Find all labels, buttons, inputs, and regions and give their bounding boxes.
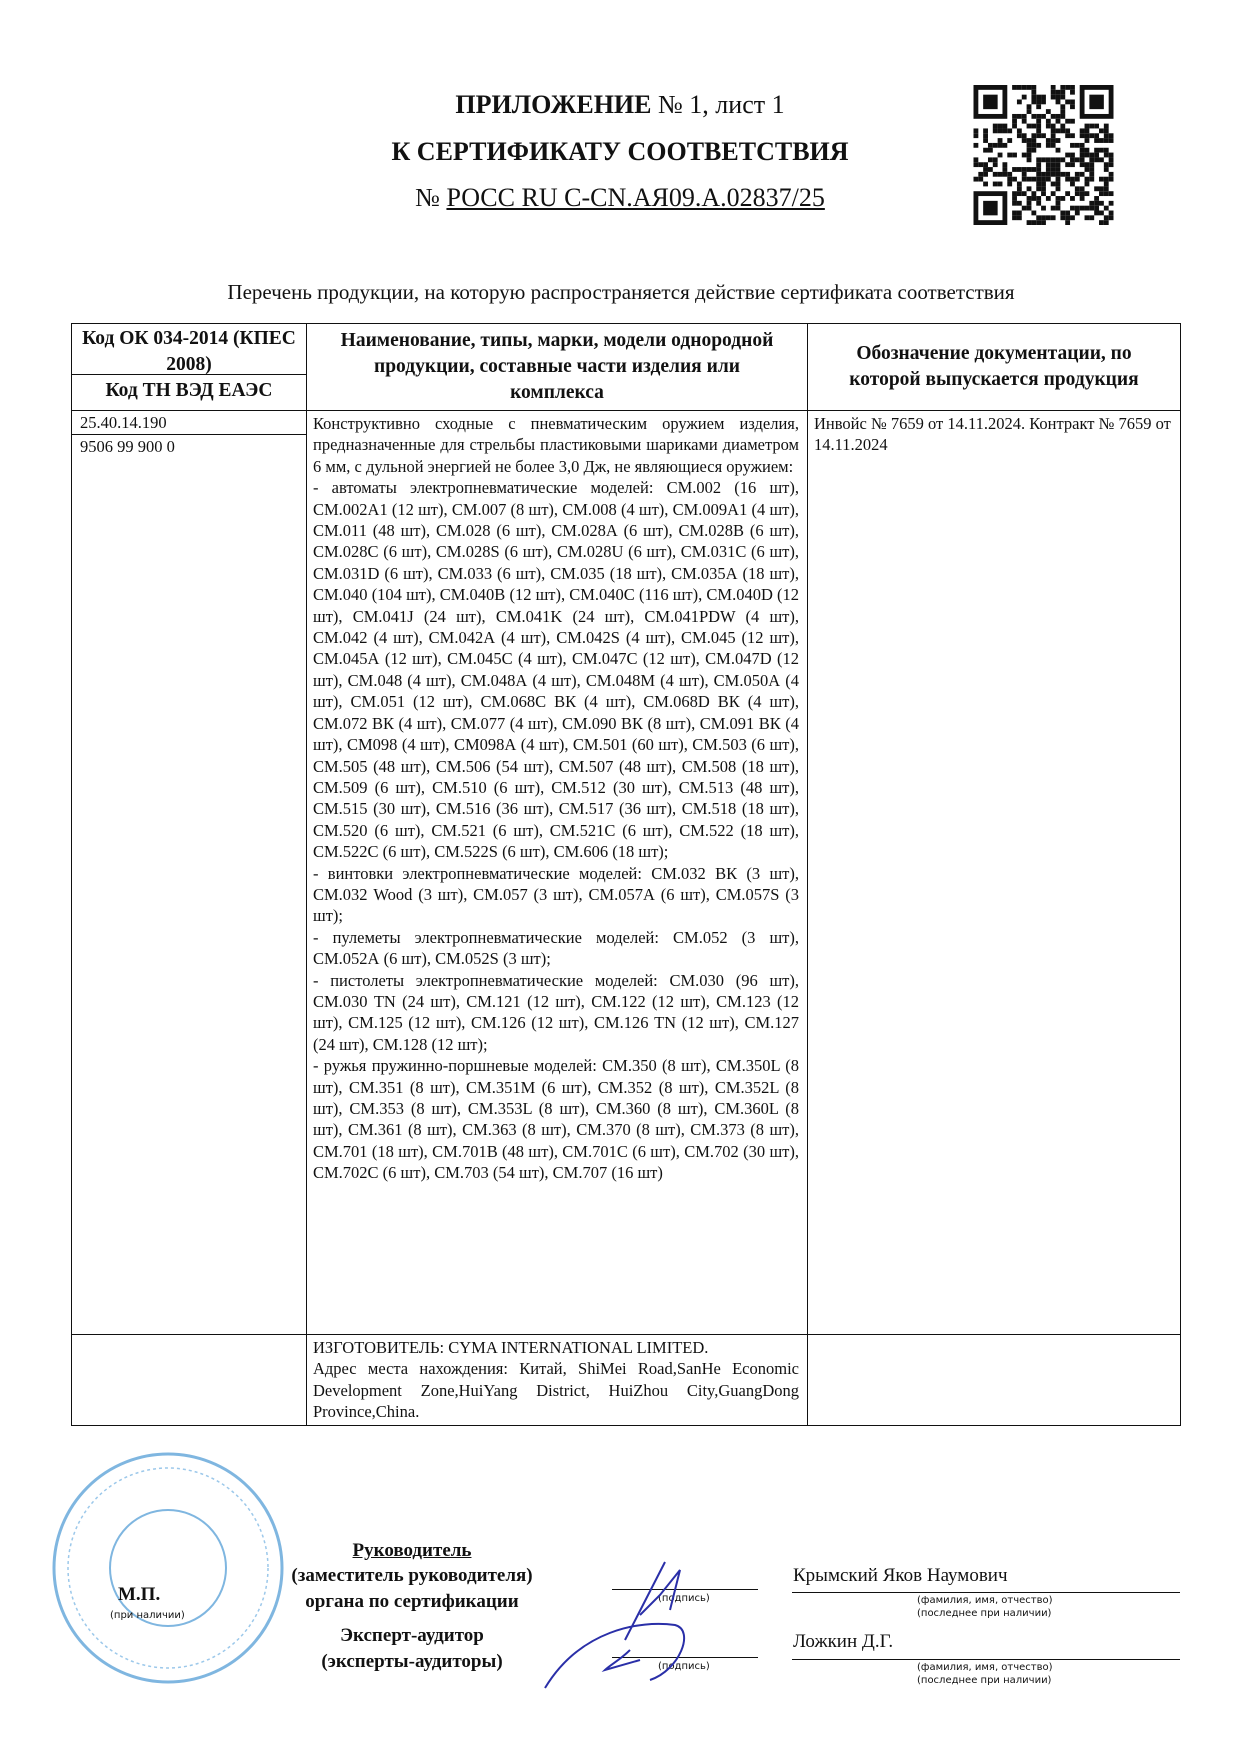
signature-caption: (подпись) [658,1661,710,1672]
signature-caption: (подпись) [658,1593,710,1604]
description-intro: Конструктивно сходные с пневматическим оружием изделия, предназначенные для стрельбы пластиковыми шариками диаметром 6 мм, с дульной энергией не более 3,0 Дж, не являющиеся оружием: [313,414,799,476]
head-organ: органа по сертификации [305,1591,519,1612]
head-title: Руководитель [352,1540,472,1561]
header-okpd-code: Код ОК 034-2014 (КПЕС 2008) [72,324,306,375]
manufacturer: ИЗГОТОВИТЕЛЬ: CYMA INTERNATIONAL LIMITED. [313,1338,709,1357]
expert-subtitle: (эксперты-аудиторы) [321,1651,503,1672]
stamp-label: М.П. [118,1584,161,1605]
appendix-title: ПРИЛОЖЕНИЕ № 1, лист 1 [455,90,785,119]
expert-name: Ложкин Д.Г. [793,1631,894,1652]
table-row-manufacturer [72,1335,1181,1426]
category-rifles: - винтовки электропневматические моделей: СМ.032 ВК (3 шт), СМ.032 Wood (3 шт), СМ.057 (3 шт), СМ.057А (6 шт), СМ.057S (3 шт); [313,863,799,926]
head-name: Крымский Яков Наумович [793,1565,1008,1586]
name-caption: (фамилия, имя, отчество) (последнее при наличии) [917,1595,1053,1619]
tnved-code: 9506 99 900 0 [80,437,175,456]
category-pistols: - пистолеты электропневматические моделей: СМ.030 (96 шт), СМ.030 TN (24 шт), СМ.121 (12 шт), СМ.122 (12 шт), СМ.123 (12 шт), СМ.125 (12 шт), СМ.126 (12 шт), СМ.126 TN (12 шт), СМ.127 (24 шт), СМ.128 (12 шт); [313,970,799,1054]
head-subtitle: (заместитель руководителя) [291,1565,533,1586]
category-spring-guns: - ружья пружинно-поршневые моделей: СМ.350 (8 шт), СМ.350L (8 шт), СМ.351 (8 шт), СМ.351М (6 шт), СМ.352 (8 шт), СМ.352L (8 шт), СМ.353 (8 шт), СМ.353L (8 шт), СМ.360 (8 шт), СМ.360L (8 шт), СМ.361 (8 шт), СМ.363 (8 шт), СМ.370 (8 шт), СМ.373 (8 шт), СМ.701 (18 шт), СМ.701В (48 шт), СМ.701С (6 шт), СМ.702 (30 шт), СМ.702С (6 шт), СМ.703 (54 шт), СМ.707 (16 шт) [313,1056,799,1183]
certification-stamp-icon [48,1448,288,1688]
certificate-heading: К СЕРТИФИКАТУ СООТВЕТСТВИЯ [391,137,849,166]
certificate-number: № РОСС RU С-CN.АЯ09.А.02837/25 [415,183,825,212]
category-automatic-rifles: - автоматы электропневматические моделей: СМ.002 (16 шт), СМ.002А1 (12 шт), СМ.007 (8 шт), СМ.008 (4 шт), СМ.009А1 (4 шт), СМ.011 (48 шт), СМ.028 (6 шт), СМ.028А (6 шт), СМ.028В (6 шт), СМ.028С (6 шт), СМ.028S (6 шт), СМ.028U (6 шт), СМ.031С (6 шт), СМ.031D (6 шт), СМ.033 (6 шт), СМ.035 (18 шт), СМ.035А (18 шт), СМ.040 (104 шт), СМ.040В (12 шт), СМ.040С (116 шт), СМ.040D (12 шт), СМ.041J (24 шт), СМ.041K (24 шт), СМ.041PDW (4 шт), СМ.042 (4 шт), СМ.042А (4 шт), СМ.042S (4 шт), СМ.045 (12 шт), СМ.045А (12 шт), СМ.045С (4 шт), СМ.047С (12 шт), СМ.047D (12 шт), СМ.048 (4 шт), СМ.048А (4 шт), СМ.048М (4 шт), СМ.050А (4 шт), СМ.051 (12 шт), СМ.068С ВК (4 шт), СМ.068D ВК (4 шт), СМ.072 ВК (4 шт), СМ.077 (4 шт), СМ.090 ВК (8 шт), СМ.091 ВК (4 шт), СМ098 (4 шт), СМ098А (4 шт), СМ.501 (60 шт), СМ.503 (6 шт), СМ.505 (48 шт), СМ.506 (54 шт), СМ.507 (48 шт), СМ.508 (18 шт), СМ.509 (6 шт), СМ.510 (6 шт), СМ.512 (30 шт), СМ.513 (48 шт), СМ.515 (30 шт), СМ.516 (36 шт), СМ.517 (36 шт), СМ.518 (18 шт), СМ.520 (6 шт), СМ.521 (6 шт), СМ.521С (6 шт), СМ.522 (18 шт), СМ.522С (6 шт), СМ.522S (6 шт), СМ.606 (18 шт); [313,478,799,862]
table-row [72,411,1181,1335]
table-header-row [72,324,1181,411]
product-description [307,411,807,1186]
qr-code-icon [971,85,1116,225]
product-list-intro: Перечень продукции, на которую распространяется действие сертификата соответствия [227,280,1015,304]
product-table [71,323,1181,1426]
okpd-code: 25.40.14.190 [72,411,306,435]
category-machine-guns: - пулеметы электропневматические моделей: СМ.052 (3 шт), СМ.052А (6 шт), СМ.052S (3 шт); [313,927,799,969]
expert-title: Эксперт-аудитор [340,1625,484,1646]
expert-name-line [792,1659,1180,1660]
header-documentation: Обозначение документации, по которой выпускается продукция [849,343,1139,390]
name-caption: (фамилия, имя, отчество) (последнее при наличии) [917,1662,1053,1686]
header-tnved-code: Код ТН ВЭД ЕАЭС [105,380,273,401]
stamp-note: (при наличии) [110,1610,185,1621]
head-name-line [792,1592,1180,1593]
handwritten-signature-icon [530,1540,770,1690]
manufacturer-address: Адрес места нахождения: Китай, ShiMei Road,SanHe Economic Development Zone,HuiYang District, HuiZhou City,GuangDong Province,China. [313,1359,799,1422]
header-product-name: Наименование, типы, марки, модели однородной продукции, составные части изделия или комплекса [340,330,774,403]
documentation-reference: Инвойс № 7659 от 14.11.2024. Контракт № 7659 от 14.11.2024 [814,414,1171,455]
